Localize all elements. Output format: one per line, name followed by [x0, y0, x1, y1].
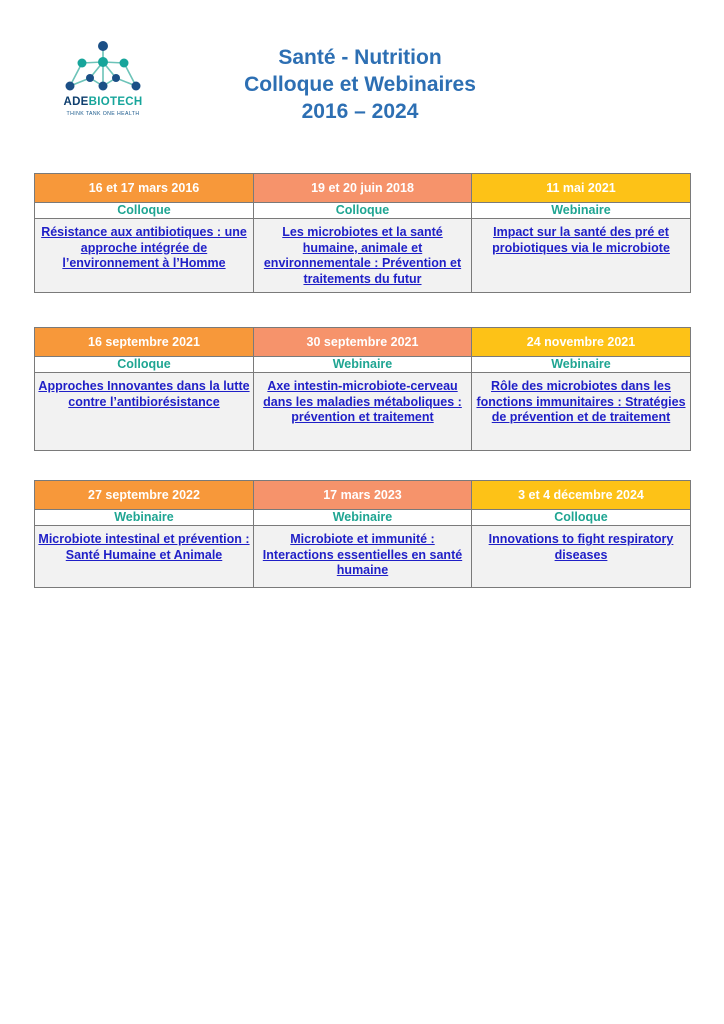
- adebiotech-logo[interactable]: [57, 40, 149, 120]
- event-type: Colloque: [254, 203, 472, 219]
- topic-cell: [35, 373, 254, 451]
- event-type: Colloque: [472, 510, 691, 526]
- event-topic-link[interactable]: Approches Innovantes dans la lutte contre l’antibiorésistance: [38, 379, 250, 409]
- event-type: Colloque: [35, 357, 254, 373]
- topic-cell: [472, 526, 691, 588]
- logo-wordmark-part2: BIOTECH: [88, 96, 143, 108]
- date-row: [35, 174, 691, 203]
- title-line-1: Santé - Nutrition: [278, 46, 442, 69]
- event-date: 3 et 4 décembre 2024: [472, 481, 691, 510]
- topic-cell: [254, 526, 472, 588]
- logo-tagline: THINK TANK ONE HEALTH: [66, 111, 140, 117]
- type-row: [35, 357, 691, 373]
- event-topic-link[interactable]: Rôle des microbiotes dans les fonctions immunitaires : Stratégies de prévention et de traitement: [476, 379, 686, 424]
- date-row: [35, 481, 691, 510]
- event-topic-link[interactable]: Innovations to fight respiratory diseases: [488, 532, 674, 562]
- event-type: Webinaire: [254, 357, 472, 373]
- type-row: [35, 203, 691, 219]
- topic-row: [35, 526, 691, 588]
- event-date: 27 septembre 2022: [35, 481, 254, 510]
- topic-cell: [472, 373, 691, 451]
- event-date: 17 mars 2023: [254, 481, 472, 510]
- events-table-2: [34, 327, 691, 451]
- event-date: 30 septembre 2021: [254, 328, 472, 357]
- topic-row: [35, 219, 691, 293]
- logo-wordmark: [57, 96, 149, 108]
- topic-cell: [472, 219, 691, 293]
- topic-row: [35, 373, 691, 451]
- event-type: Webinaire: [35, 510, 254, 526]
- event-type: Colloque: [35, 203, 254, 219]
- topic-cell: [254, 219, 472, 293]
- event-topic-link[interactable]: Les microbiotes et la santé humaine, animale et environnementale : Prévention et traitements du futur: [263, 225, 462, 286]
- event-date: 16 septembre 2021: [35, 328, 254, 357]
- event-topic-link[interactable]: Axe intestin-microbiote-cerveau dans les maladies métaboliques : prévention et traitement: [263, 379, 462, 424]
- event-type: Webinaire: [472, 357, 691, 373]
- topic-cell: [35, 219, 254, 293]
- title-line-2: Colloque et Webinaires: [244, 73, 476, 96]
- event-date: 24 novembre 2021: [472, 328, 691, 357]
- topic-cell: [35, 526, 254, 588]
- page-title: [160, 44, 560, 125]
- event-type: Webinaire: [472, 203, 691, 219]
- event-date: 19 et 20 juin 2018: [254, 174, 472, 203]
- event-topic-link[interactable]: Impact sur la santé des pré et probiotiques via le microbiote: [492, 225, 670, 255]
- topic-cell: [254, 373, 472, 451]
- events-table-3: [34, 480, 691, 588]
- event-topic-link[interactable]: Résistance aux antibiotiques : une approche intégrée de l’environnement à l’Homme: [41, 225, 247, 270]
- type-row: [35, 510, 691, 526]
- event-topic-link[interactable]: Microbiote intestinal et prévention : Santé Humaine et Animale: [38, 532, 250, 562]
- event-date: 16 et 17 mars 2016: [35, 174, 254, 203]
- title-line-3: 2016 – 2024: [301, 100, 419, 123]
- network-logo-icon: [59, 40, 147, 96]
- event-date: 11 mai 2021: [472, 174, 691, 203]
- event-type: Webinaire: [254, 510, 472, 526]
- date-row: [35, 328, 691, 357]
- logo-wordmark-part1: ADE: [63, 96, 89, 108]
- events-table-1: [34, 173, 691, 293]
- event-topic-link[interactable]: Microbiote et immunité : Interactions essentielles en santé humaine: [262, 532, 463, 577]
